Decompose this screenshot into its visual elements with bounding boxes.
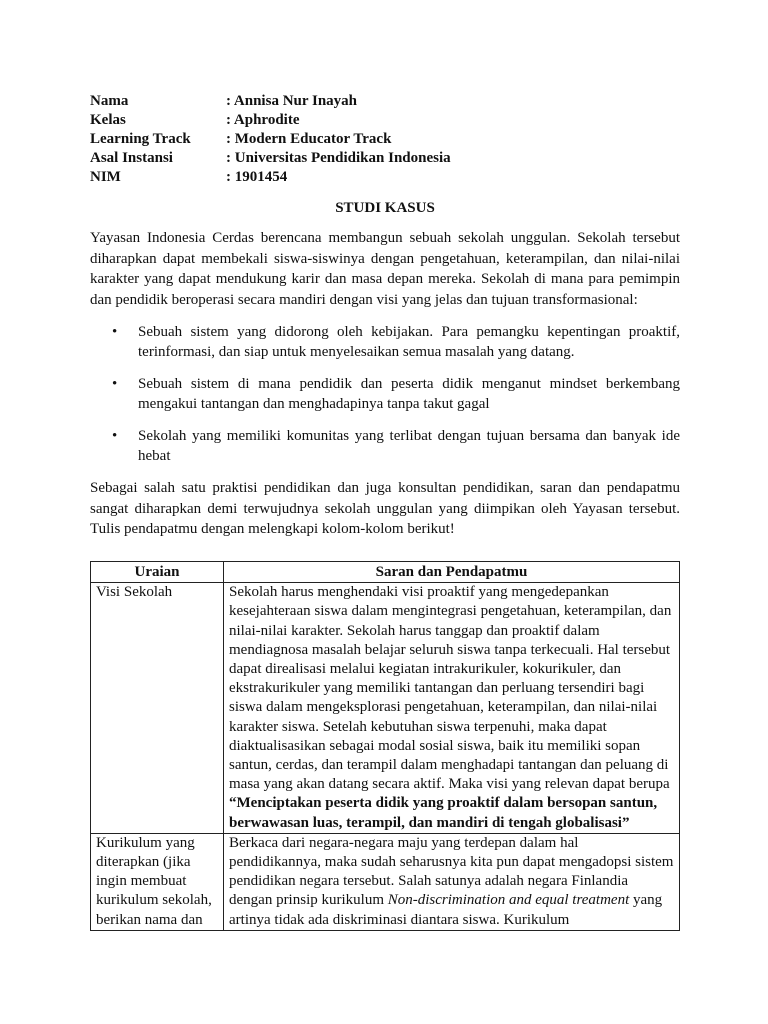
intro-paragraph: Yayasan Indonesia Cerdas berencana membangun sebuah sekolah unggulan. Sekolah tersebut diharapkan dapat membekali siswa-siswinya dengan pengetahuan, keterampilan, dan nilai-nilai karakter yang dapat mendukung karir dan masa depan mereka. Sekolah di mana para pemimpin dan pendidik beroperasi secara mandiri dengan visi yang jelas dan tujuan transformasional:: [90, 230, 680, 308]
bullet-icon: •: [112, 376, 118, 392]
kurikulum-answer-wrap: [229, 834, 674, 930]
row-label-visi: Visi Sekolah: [91, 583, 224, 834]
kurikulum-text-a: Berkaca dari negara-negara maju yang terdepan dalam hal pendidikannya, maka sudah seharusnya kita pun dapat mengadopsi sistem pendidikan negara tersebut. Salah satunya adalah negara Finlandia dengan prinsip kurikulum: [229, 834, 674, 909]
table-row: [91, 833, 680, 930]
bullet-text: Sekolah yang memiliki komunitas yang terlibat dengan tujuan bersama dan banyak ide hebat: [138, 428, 680, 464]
list-item: [90, 374, 680, 414]
info-label-kelas: Kelas: [90, 112, 126, 128]
visi-statement: “Menciptakan peserta didik yang proaktif dalam bersopan santun, berwawasan luas, terampil, dan mandiri di tengah globalisasi”: [229, 795, 658, 831]
table-header-row: [91, 562, 680, 583]
bullet-list: [90, 322, 680, 466]
student-info: [90, 92, 680, 187]
bullet-text: Sebuah sistem di mana pendidik dan peserta didik menganut mindset berkembang mengakui tantangan dan menghadapinya tanpa takut gagal: [138, 376, 680, 412]
visi-text: Sekolah harus menghendaki visi proaktif yang mengedepankan kesejahteraan siswa dalam mengintegrasi pengetahuan, keterampilan, dan nilai-nilai karakter. Sekolah harus tanggap dan proaktif dalam mendiagnosa masalah belajar seluruh siswa tanpa terkecuali. Hal tersebut dapat direalisasi melalui kegiatan intrakurikuler, kokurikuler, dan ekstrakurikuler yang memiliki tantangan dan perluang tersendiri bagi siswa dalam mengeksplorasi pengetahuan, keterampilan, dan nilai-nilai karakter siswa. Setelah kebutuhan siswa terpenuhi, maka dapat diaktualisasikan sebagai modal sosial siswa, baik itu memiliki sopan santun, cerdas, dan terampil dalam menghadapi tantangan dan peluang di masa yang akan datang secara aktif. Maka visi yang relevan dapat berupa: [229, 584, 672, 793]
info-value-kelas: : Aphrodite: [226, 112, 300, 128]
kurikulum-principle: Non-discrimination and equal treatment: [387, 892, 630, 909]
info-value-nim: : 1901454: [226, 169, 288, 185]
row-answer-visi: [224, 583, 680, 834]
column-header-saran: Saran dan Pendapatmu: [224, 562, 680, 583]
info-value-instansi: : Universitas Pendidikan Indonesia: [226, 150, 451, 166]
document-page: [90, 92, 680, 540]
row-answer-kurikulum: [224, 833, 680, 930]
closing-paragraph: Sebagai salah satu praktisi pendidikan dan juga konsultan pendidikan, saran dan pendapatmu sangat diharapkan demi terwujudnya sekolah unggulan yang diimpikan oleh Yayasan tersebut. Tulis pendapatmu dengan melengkapi kolom-kolom berikut!: [90, 480, 680, 537]
answer-table: [90, 561, 680, 931]
table-row: [91, 583, 680, 834]
info-label-nama: Nama: [90, 93, 129, 109]
info-value-track: : Modern Educator Track: [226, 131, 392, 147]
bullet-icon: •: [112, 324, 118, 340]
kurikulum-text-b: yang artinya tidak ada diskriminasi diantara siswa. Kurikulum: [229, 892, 663, 928]
list-item: [90, 322, 680, 362]
bullet-text: Sebuah sistem yang didorong oleh kebijakan. Para pemangku kepentingan proaktif, terinformasi, dan siap untuk menyelesaikan semua masalah yang datang.: [138, 324, 680, 360]
column-header-uraian: Uraian: [91, 562, 224, 583]
info-label-instansi: Asal Instansi: [90, 150, 173, 166]
info-label-nim: NIM: [90, 169, 121, 185]
row-label-kurikulum: [91, 833, 224, 930]
page-title: STUDI KASUS: [335, 200, 435, 216]
kurikulum-label-text: Kurikulum yang diterapkan (jika ingin membuat kurikulum sekolah, berikan nama dan: [96, 834, 212, 928]
info-label-track: Learning Track: [90, 131, 191, 147]
bullet-icon: •: [112, 428, 118, 444]
list-item: [90, 426, 680, 466]
info-value-nama: : Annisa Nur Inayah: [226, 93, 358, 109]
